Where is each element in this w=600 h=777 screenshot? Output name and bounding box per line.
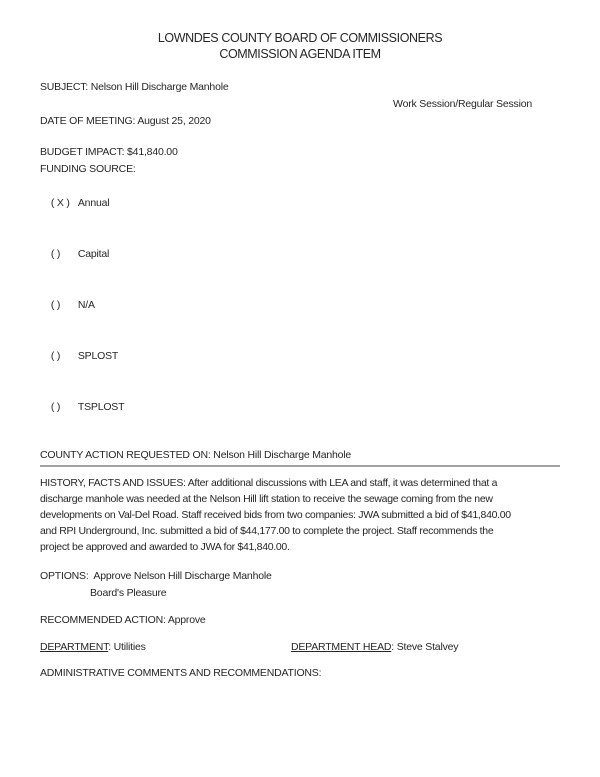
funding-option-na: [40, 280, 560, 331]
admin-comments-line: ADMINISTRATIVE COMMENTS AND RECOMMENDATIONS:: [40, 667, 322, 679]
checkbox-mark-capital: ( ): [50, 248, 61, 260]
history-paragraph: [40, 475, 560, 555]
history-line-5: project be approved and awarded to JWA for $41,840.00.: [40, 541, 290, 553]
meeting-date-line: DATE OF MEETING: August 25, 2020: [40, 115, 211, 127]
options-line-2: Board's Pleasure: [90, 587, 167, 599]
funding-option-label-capital: Capital: [77, 248, 110, 260]
department-head-label: DEPARTMENT HEAD: [291, 641, 392, 653]
options-line: OPTIONS: Approve Nelson Hill Discharge Manhole: [40, 570, 272, 582]
funding-option-capital: [40, 229, 560, 280]
department-row: [40, 639, 560, 656]
checkbox-mark-tsplost: ( ): [50, 401, 61, 413]
department-head-value: : Steve Stalvey: [391, 641, 459, 653]
funding-option-tsplost: [40, 382, 560, 433]
history-line-2: discharge manhole was needed at the Nelson Hill lift station to receive the sewage coming from the new: [40, 493, 493, 505]
history-line-1: HISTORY, FACTS AND ISSUES: After additional discussions with LEA and staff, it was determined that a: [40, 477, 498, 489]
recommended-action-line: RECOMMENDED ACTION: Approve: [40, 614, 206, 626]
history-line-4: and RPI Underground, Inc. submitted a bid of $44,177.00 to complete the project. Staff recommends the: [40, 525, 494, 537]
funding-option-label-na: N/A: [77, 299, 95, 311]
department-label: DEPARTMENT: [40, 641, 109, 653]
county-action-line: COUNTY ACTION REQUESTED ON: Nelson Hill Discharge Manhole: [40, 448, 560, 467]
checkbox-mark-annual: ( X ): [50, 197, 70, 209]
department-field: [40, 639, 291, 656]
department-head-field: [291, 639, 458, 656]
subject-line: SUBJECT: Nelson Hill Discharge Manhole: [40, 81, 229, 93]
history-line-3: developments on Val-Del Road. Staff received bids from two companies: JWA submitted a bid of $41,840.00: [40, 509, 511, 521]
funding-option-annual: [40, 178, 560, 229]
checkbox-mark-na: ( ): [50, 299, 61, 311]
document-title: LOWNDES COUNTY BOARD OF COMMISSIONERS: [157, 31, 443, 45]
funding-option-label-tsplost: TSPLOST: [77, 401, 125, 413]
document-subtitle: COMMISSION AGENDA ITEM: [219, 47, 381, 61]
budget-impact-line: BUDGET IMPACT: $41,840.00: [40, 146, 178, 158]
funding-option-label-annual: Annual: [77, 197, 110, 209]
session-line: Work Session/Regular Session: [393, 98, 532, 110]
funding-option-label-splost: SPLOST: [77, 350, 119, 362]
department-value: : Utilities: [108, 641, 146, 653]
checkbox-mark-splost: ( ): [50, 350, 61, 362]
funding-option-splost: [40, 331, 560, 382]
funding-source-label: FUNDING SOURCE:: [40, 163, 136, 175]
